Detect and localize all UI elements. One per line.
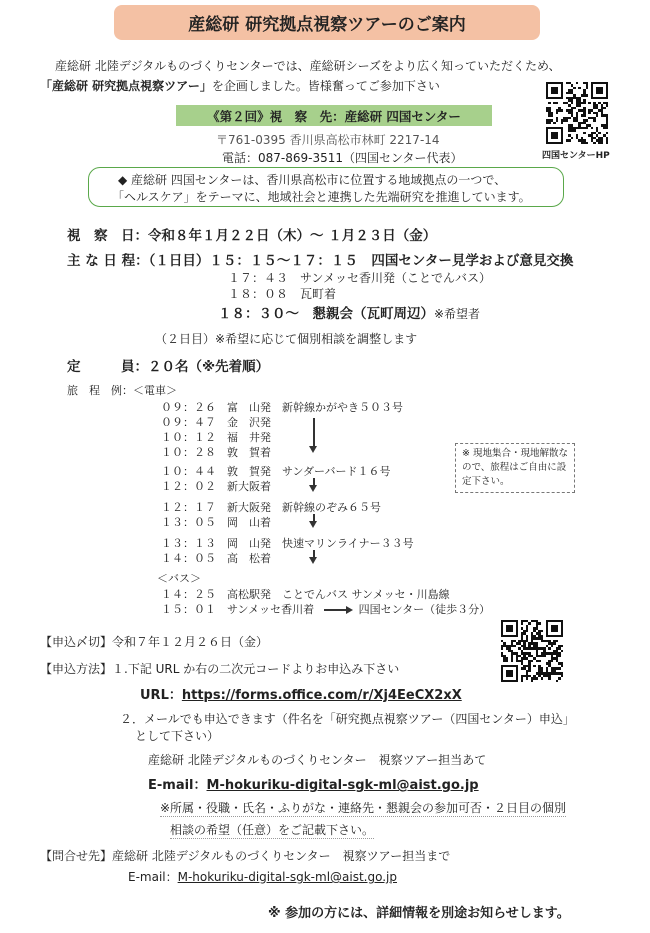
itinerary-destination: 四国センター（徒歩３分） <box>358 603 491 616</box>
schedule-day2 <box>155 330 417 347</box>
deadline-label: 【申込〆切】 <box>40 635 113 649</box>
schedule-day1-text: （１日目）１５：１５～１７：１５ 四国センター見学および意見交換 <box>148 253 574 269</box>
method2-line2: として下さい） <box>135 729 220 743</box>
itinerary-label-text: 旅 程 例： <box>67 384 133 397</box>
itinerary-row: １４：２５ 高松駅発 ことでんバス サンメッセ・川島線 <box>161 588 450 601</box>
itinerary-row: １３：１３ 岡 山発 快速マリンライナー３３号 <box>161 537 414 550</box>
qr-module <box>606 142 608 144</box>
contact <box>40 847 450 864</box>
email-link[interactable]: M-hokuriku-digital-sgk-ml@aist.go.jp <box>206 778 479 793</box>
itinerary-row: １３：０５ 岡 山着 <box>161 516 271 529</box>
center-description-line2: 「ヘルスケア」をテーマに、地域社会と連携した先端研究を推進しています。 <box>112 190 531 204</box>
center-description-line1: ◆ 産総研 四国センターは、香川県高松市に位置する地域拠点の一つで、 <box>118 173 507 187</box>
itinerary-row: １４：０５ 高 松着 <box>161 552 271 565</box>
footer-note: ※ 参加の方には、詳細情報を別途お知らせします。 <box>268 906 570 921</box>
deadline-value: 令和７年１２月２６日（金） <box>112 635 269 649</box>
visit-date-label: 視 察 日： <box>67 228 148 244</box>
itinerary-row: ０９：４７ 金 沢発 <box>161 416 271 429</box>
arrow-down-head-icon <box>309 557 317 564</box>
schedule-day2-text: ※希望に応じて個別相談を調整します <box>215 332 418 346</box>
train-header: ＜電車＞ <box>133 384 177 397</box>
schedule-label: 主 な 日 程： <box>67 253 149 269</box>
qr-module <box>561 680 563 682</box>
application-url-row <box>140 684 462 703</box>
arrow-right-head-icon <box>346 606 353 614</box>
contact-org: 産総研 北陸デジタルものづくりセンター 視察ツアー担当まで <box>112 849 451 863</box>
method1-text: １.下記 URL か右の二次元コードよりお申込み下さい <box>112 662 400 676</box>
method <box>40 660 399 677</box>
itinerary-row: １２：０２ 新大阪着 <box>161 480 271 493</box>
itinerary-row-text: １５：０１ サンメッセ香川着 <box>161 603 315 616</box>
email-row <box>148 774 479 793</box>
deadline <box>40 633 268 650</box>
intro-line2-rest: を企画しました。皆様奮ってご参加下さい <box>211 79 440 93</box>
qr-caption: 四国センターHP <box>542 151 610 161</box>
visit-location-banner: 《第２回》視 察 先：産総研 四国センター <box>176 105 492 126</box>
arrow-down-icon <box>313 418 315 446</box>
reception-note: ※希望者 <box>434 307 481 321</box>
visit-phone: 電話：087-869-3511（四国センター代表） <box>222 151 463 165</box>
visit-address: 〒761-0395 香川県高松市林町 2217-14 <box>216 133 440 147</box>
visit-date-value: 令和８年１月２２日（木）～ １月２３日（金） <box>148 228 437 244</box>
method-label: 【申込方法】 <box>40 662 113 676</box>
visit-date <box>67 224 436 244</box>
arrow-down-head-icon <box>309 446 317 453</box>
arrow-right-icon <box>324 609 346 611</box>
schedule-day1 <box>67 249 573 269</box>
itinerary-note: ※ 現地集合・現地解散なので、旅程はご自由に設定下さい。 <box>455 443 575 493</box>
capacity-label: 定 員： <box>67 359 148 375</box>
schedule-item: １７：４３ サンメッセ香川発（ことでんバス） <box>228 271 492 285</box>
itinerary-row: １０：１２ 福 井発 <box>161 431 271 444</box>
page-title: 産総研 研究拠点視察ツアーのご案内 <box>114 5 540 40</box>
application-note-line1: ※所属・役職・氏名・ふりがな・連絡先・懇親会の参加可否・２日目の個別 <box>160 801 567 815</box>
schedule-item <box>218 302 480 322</box>
itinerary-row <box>161 601 490 617</box>
qr-code-application[interactable] <box>501 620 563 682</box>
application-note-line2: 相談の希望（任意）をご記載下さい。 <box>170 823 375 837</box>
intro-line2 <box>40 77 440 94</box>
recipient: 産総研 北陸デジタルものづくりセンター 視察ツアー担当あて <box>148 753 487 767</box>
url-label: URL： <box>140 688 182 703</box>
itinerary-row: １２：１７ 新大阪発 新幹線のぞみ６５号 <box>161 501 381 514</box>
method2-line1: ２．メールでも申込できます（件名を「研究拠点視察ツアー（四国センター）申込」 <box>120 712 575 726</box>
intro-line1: 産総研 北陸デジタルものづくりセンターでは、産総研シーズをより広く知っていただくため、 <box>55 59 561 73</box>
itinerary-row: １０：４４ 敦 賀発 サンダーバード１６号 <box>161 465 391 478</box>
arrow-down-head-icon <box>309 521 317 528</box>
application-url-link[interactable]: https://forms.office.com/r/Xj4EeCX2xX <box>181 688 462 703</box>
reception: １８：３０～ 懇親会（瓦町周辺） <box>218 306 434 322</box>
itinerary-row: １０：２８ 敦 賀着 <box>161 446 271 459</box>
contact-email-label: E-mail： <box>128 870 178 884</box>
contact-email-row <box>128 868 397 885</box>
capacity <box>67 355 269 375</box>
itinerary-label <box>67 382 177 398</box>
email-label: E-mail： <box>148 778 207 793</box>
capacity-value: ２０名（※先着順） <box>148 359 270 375</box>
qr-code-shikoku-hp[interactable] <box>546 82 608 144</box>
arrow-down-head-icon <box>309 485 317 492</box>
bus-header: ＜バス＞ <box>157 572 201 585</box>
contact-email-link[interactable]: M-hokuriku-digital-sgk-ml@aist.go.jp <box>177 870 397 884</box>
contact-label: 【問合せ先】 <box>40 849 113 863</box>
schedule-day2-label: （２日目） <box>155 332 216 346</box>
itinerary-row: ０９：２６ 富 山発 新幹線かがやき５０３号 <box>161 401 403 414</box>
schedule-item: １８：０８ 瓦町着 <box>228 287 337 301</box>
tour-name: 「産総研 研究拠点視察ツアー」 <box>40 79 212 93</box>
